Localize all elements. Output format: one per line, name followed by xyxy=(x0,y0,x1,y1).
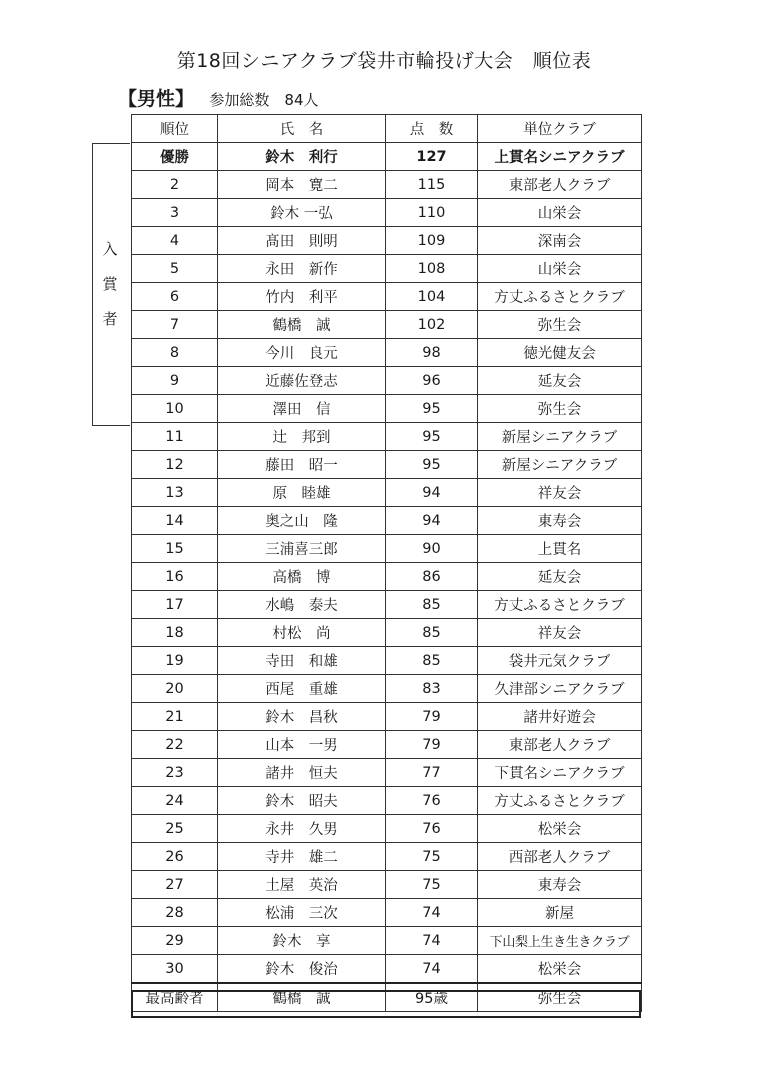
cell-club: 東部老人クラブ xyxy=(478,731,642,759)
cell-name: 鈴木 昭夫 xyxy=(218,787,386,815)
table-row xyxy=(132,703,642,731)
table-row xyxy=(132,815,642,843)
cell-rank: 7 xyxy=(132,311,218,339)
table-row xyxy=(132,311,642,339)
cell-rank: 14 xyxy=(132,507,218,535)
cell-rank: 29 xyxy=(132,927,218,955)
cell-club: 下貫名シニアクラブ xyxy=(478,759,642,787)
cell-name: 岡本 寛二 xyxy=(218,171,386,199)
table-row xyxy=(132,647,642,675)
cell-score: 76 xyxy=(386,787,478,815)
cell-club: 新屋シニアクラブ xyxy=(478,451,642,479)
cell-club: 方丈ふるさとクラブ xyxy=(478,591,642,619)
cell-score: 95 xyxy=(386,423,478,451)
cell-name: 鈴木 俊治 xyxy=(218,955,386,984)
table-row xyxy=(132,591,642,619)
oldest-rank: 最高齢者 xyxy=(132,983,218,1012)
cell-rank: 24 xyxy=(132,787,218,815)
page-title: 第18回シニアクラブ袋井市輪投げ大会 順位表 xyxy=(176,50,592,72)
cell-rank: 17 xyxy=(132,591,218,619)
cell-score: 79 xyxy=(386,731,478,759)
cell-rank: 12 xyxy=(132,451,218,479)
table-row xyxy=(132,927,642,955)
cell-score: 90 xyxy=(386,535,478,563)
table-row xyxy=(132,871,642,899)
cell-rank: 優勝 xyxy=(132,143,218,171)
cell-rank: 3 xyxy=(132,199,218,227)
cell-score: 96 xyxy=(386,367,478,395)
table-row xyxy=(132,507,642,535)
cell-rank: 9 xyxy=(132,367,218,395)
cell-rank: 21 xyxy=(132,703,218,731)
cell-score: 115 xyxy=(386,171,478,199)
cell-score: 98 xyxy=(386,339,478,367)
cell-rank: 25 xyxy=(132,815,218,843)
cell-name: 竹内 利平 xyxy=(218,283,386,311)
cell-rank: 2 xyxy=(132,171,218,199)
table-row xyxy=(132,255,642,283)
cell-score: 108 xyxy=(386,255,478,283)
cell-club: 諸井好遊会 xyxy=(478,703,642,731)
table-row xyxy=(132,619,642,647)
cell-rank: 22 xyxy=(132,731,218,759)
cell-club: 山栄会 xyxy=(478,199,642,227)
table-row xyxy=(132,395,642,423)
cell-score: 104 xyxy=(386,283,478,311)
cell-rank: 5 xyxy=(132,255,218,283)
cell-name: 原 睦雄 xyxy=(218,479,386,507)
cell-club: 山栄会 xyxy=(478,255,642,283)
cell-score: 94 xyxy=(386,507,478,535)
table-row xyxy=(132,843,642,871)
cell-name: 土屋 英治 xyxy=(218,871,386,899)
cell-score: 79 xyxy=(386,703,478,731)
cell-club: 松栄会 xyxy=(478,955,642,984)
cell-club: 袋井元気クラブ xyxy=(478,647,642,675)
cell-name: 松浦 三次 xyxy=(218,899,386,927)
cell-score: 85 xyxy=(386,619,478,647)
table-row xyxy=(132,283,642,311)
cell-club: 延友会 xyxy=(478,563,642,591)
cell-club: 弥生会 xyxy=(478,395,642,423)
cell-score: 102 xyxy=(386,311,478,339)
participant-count: 参加総数 84人 xyxy=(209,91,319,109)
cell-name: 高橋 博 xyxy=(218,563,386,591)
cell-name: 西尾 重雄 xyxy=(218,675,386,703)
cell-club: 東寿会 xyxy=(478,871,642,899)
table-row xyxy=(132,675,642,703)
cell-club: 久津部シニアクラブ xyxy=(478,675,642,703)
cell-score: 85 xyxy=(386,647,478,675)
cell-score: 74 xyxy=(386,955,478,984)
cell-score: 127 xyxy=(386,143,478,171)
table-row xyxy=(132,563,642,591)
cell-rank: 27 xyxy=(132,871,218,899)
cell-score: 76 xyxy=(386,815,478,843)
header-rank: 順位 xyxy=(132,115,218,143)
header-name: 氏 名 xyxy=(218,115,386,143)
cell-rank: 8 xyxy=(132,339,218,367)
table-row xyxy=(132,199,642,227)
cell-score: 109 xyxy=(386,227,478,255)
oldest-name: 鶴橋 誠 xyxy=(218,983,386,1012)
oldest-score: 95歳 xyxy=(386,983,478,1012)
cell-rank: 4 xyxy=(132,227,218,255)
cell-name: 辻 邦到 xyxy=(218,423,386,451)
cell-rank: 19 xyxy=(132,647,218,675)
table-row xyxy=(132,171,642,199)
cell-rank: 28 xyxy=(132,899,218,927)
table-row xyxy=(132,339,642,367)
ranking-table xyxy=(131,114,642,1012)
table-row xyxy=(132,423,642,451)
cell-rank: 23 xyxy=(132,759,218,787)
cell-name: 寺田 和雄 xyxy=(218,647,386,675)
cell-name: 諸井 恒夫 xyxy=(218,759,386,787)
table-row xyxy=(132,955,642,984)
cell-rank: 11 xyxy=(132,423,218,451)
cell-name: 鈴木 一弘 xyxy=(218,199,386,227)
cell-club: 方丈ふるさとクラブ xyxy=(478,787,642,815)
table-row xyxy=(132,479,642,507)
cell-rank: 10 xyxy=(132,395,218,423)
cell-club: 上貫名シニアクラブ xyxy=(478,143,642,171)
award-label-char: 入 xyxy=(102,240,118,258)
cell-name: 今川 良元 xyxy=(218,339,386,367)
cell-club: 深南会 xyxy=(478,227,642,255)
cell-name: 山本 一男 xyxy=(218,731,386,759)
cell-club: 弥生会 xyxy=(478,311,642,339)
cell-name: 村松 尚 xyxy=(218,619,386,647)
table-row xyxy=(132,731,642,759)
oldest-participant-row xyxy=(132,983,642,1012)
cell-rank: 26 xyxy=(132,843,218,871)
cell-club: 延友会 xyxy=(478,367,642,395)
header-score: 点 数 xyxy=(386,115,478,143)
cell-name: 澤田 信 xyxy=(218,395,386,423)
header-club: 単位クラブ xyxy=(478,115,642,143)
oldest-club: 弥生会 xyxy=(478,983,642,1012)
table-row xyxy=(132,451,642,479)
section-header xyxy=(118,84,319,111)
table-row xyxy=(132,367,642,395)
cell-club: 松栄会 xyxy=(478,815,642,843)
table-header-row xyxy=(132,115,642,143)
cell-score: 95 xyxy=(386,395,478,423)
cell-rank: 16 xyxy=(132,563,218,591)
cell-score: 83 xyxy=(386,675,478,703)
cell-club: 徳光健友会 xyxy=(478,339,642,367)
cell-name: 水嶋 泰夫 xyxy=(218,591,386,619)
table-row xyxy=(132,535,642,563)
table-row xyxy=(132,759,642,787)
cell-score: 86 xyxy=(386,563,478,591)
table-row xyxy=(132,899,642,927)
cell-name: 寺井 雄二 xyxy=(218,843,386,871)
cell-name: 永田 新作 xyxy=(218,255,386,283)
cell-score: 85 xyxy=(386,591,478,619)
cell-score: 75 xyxy=(386,843,478,871)
cell-club: 下山梨上生き生きクラブ xyxy=(478,927,642,955)
cell-club: 西部老人クラブ xyxy=(478,843,642,871)
cell-name: 近藤佐登志 xyxy=(218,367,386,395)
table-row xyxy=(132,143,642,171)
cell-name: 藤田 昭一 xyxy=(218,451,386,479)
cell-rank: 15 xyxy=(132,535,218,563)
cell-score: 74 xyxy=(386,927,478,955)
cell-rank: 13 xyxy=(132,479,218,507)
cell-name: 髙田 則明 xyxy=(218,227,386,255)
cell-name: 鈴木 享 xyxy=(218,927,386,955)
cell-score: 75 xyxy=(386,871,478,899)
cell-club: 東寿会 xyxy=(478,507,642,535)
cell-name: 鈴木 利行 xyxy=(218,143,386,171)
cell-score: 110 xyxy=(386,199,478,227)
cell-score: 74 xyxy=(386,899,478,927)
cell-name: 奥之山 隆 xyxy=(218,507,386,535)
award-label-char: 者 xyxy=(102,310,118,328)
cell-club: 上貫名 xyxy=(478,535,642,563)
section-label: 【男性】 xyxy=(118,88,195,110)
cell-rank: 30 xyxy=(132,955,218,984)
cell-name: 三浦喜三郎 xyxy=(218,535,386,563)
cell-score: 77 xyxy=(386,759,478,787)
award-winners-label xyxy=(100,232,120,337)
cell-club: 東部老人クラブ xyxy=(478,171,642,199)
table-row xyxy=(132,787,642,815)
award-label-char: 賞 xyxy=(102,275,118,293)
cell-name: 永井 久男 xyxy=(218,815,386,843)
cell-rank: 18 xyxy=(132,619,218,647)
cell-name: 鈴木 昌秋 xyxy=(218,703,386,731)
cell-club: 新屋シニアクラブ xyxy=(478,423,642,451)
cell-club: 祥友会 xyxy=(478,479,642,507)
cell-club: 方丈ふるさとクラブ xyxy=(478,283,642,311)
cell-rank: 20 xyxy=(132,675,218,703)
cell-score: 94 xyxy=(386,479,478,507)
table-row xyxy=(132,227,642,255)
cell-score: 95 xyxy=(386,451,478,479)
cell-name: 鶴橋 誠 xyxy=(218,311,386,339)
cell-club: 祥友会 xyxy=(478,619,642,647)
cell-club: 新屋 xyxy=(478,899,642,927)
cell-rank: 6 xyxy=(132,283,218,311)
